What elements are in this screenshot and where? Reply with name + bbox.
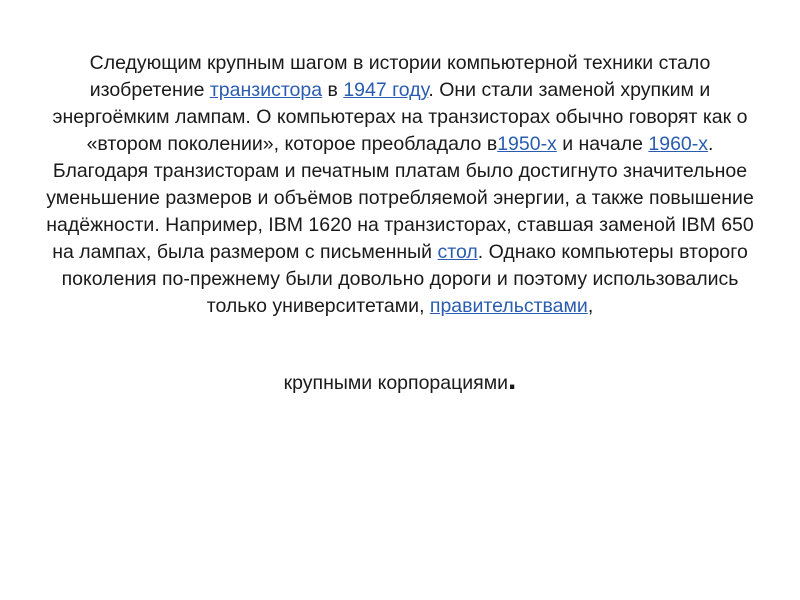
text-segment-1: Следующим крупным шагом в истории компьютерной техники стало изобретение: [89, 52, 711, 101]
text-segment-7: ,: [587, 295, 594, 317]
text-segment-6: . Однако компьютеры второго поколения по-прежнему были довольно дороги и поэтому использовались только университетами,: [61, 241, 748, 317]
tail-text: крупными корпорациями: [283, 372, 509, 394]
tail-period: .: [508, 363, 517, 396]
text-segment-4: и начале: [556, 133, 649, 155]
link-governments[interactable]: правительствами: [429, 295, 588, 317]
main-paragraph: [40, 50, 760, 320]
text-segment-3: . Они стали заменой хрупким и энергоёмким лампам. О компьютерах на транзисторах обычно говорят как о «втором поколении», которое преобладало в: [52, 79, 748, 155]
text-segment-2: в: [322, 79, 344, 101]
link-1950s[interactable]: 1950-х: [497, 133, 557, 155]
link-1960s[interactable]: 1960-х: [648, 133, 708, 155]
link-transistor[interactable]: транзистора: [209, 79, 323, 101]
link-1947[interactable]: 1947 году: [343, 79, 429, 101]
tail-line: [40, 360, 760, 403]
text-segment-5: . Благодаря транзисторам и печатным платам было достигнуто значительное уменьшение размеров и объёмов потребляемой энергии, а также повышение надёжности. Например, IBM 1620 на транзисторах, ставшая заменой IBM 650 на лампах, была размером с письменный: [46, 133, 754, 263]
link-desk[interactable]: стол: [437, 241, 478, 263]
